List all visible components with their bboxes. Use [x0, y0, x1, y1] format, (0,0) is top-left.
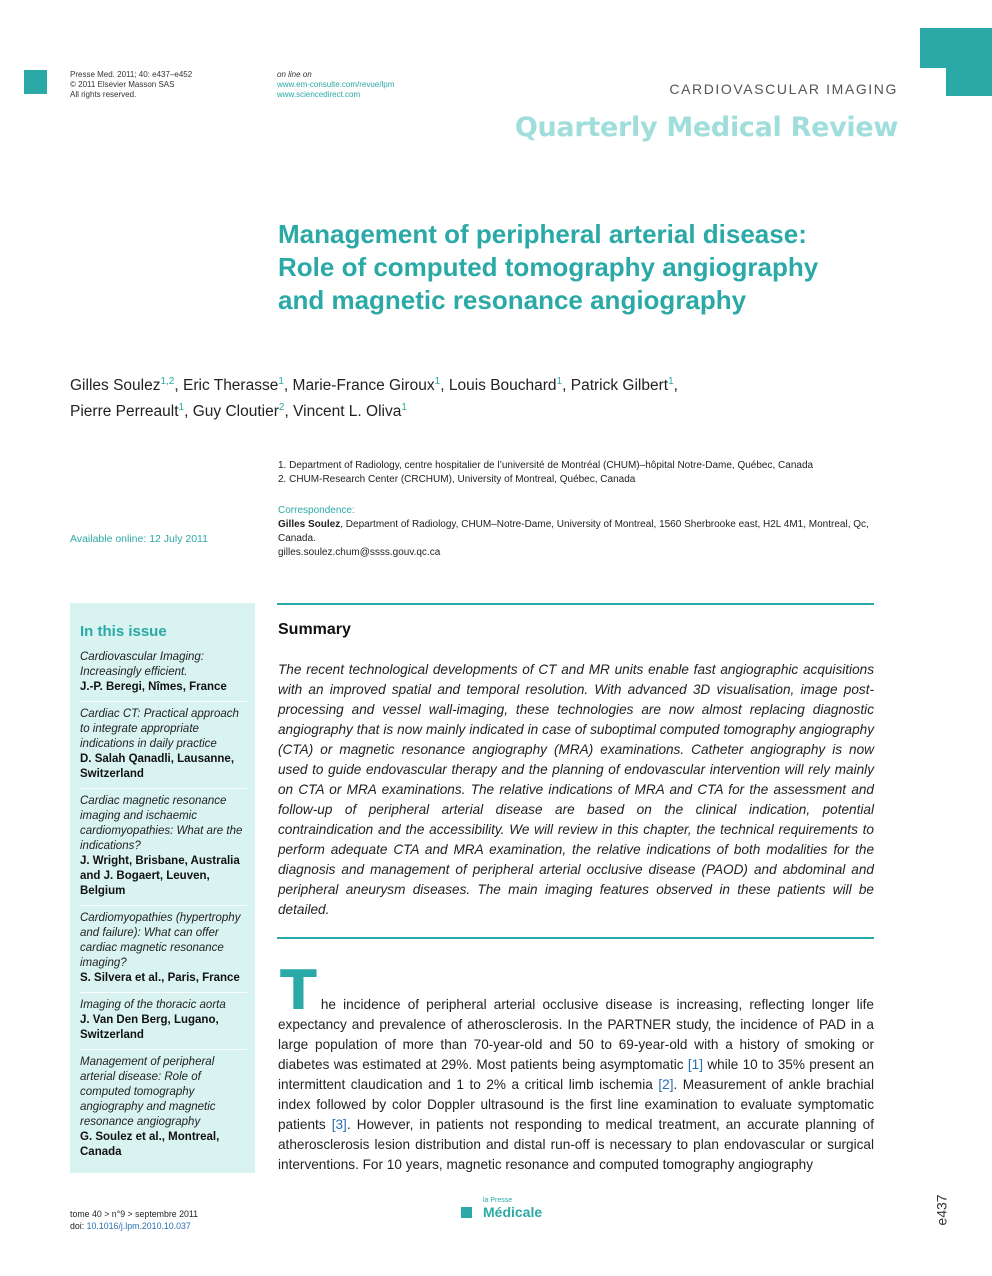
issue-title: Management of peripheral arterial disease: Role of computed tomography angiography and magnetic resonance angiography	[80, 1056, 216, 1128]
issue-authors: J.-P. Beregi, Nîmes, France	[80, 681, 227, 693]
affiliations	[278, 459, 878, 487]
logo-square-icon	[461, 1207, 472, 1218]
title-line: and magnetic resonance angiography	[278, 285, 747, 315]
available-online: Available online: 12 July 2011	[70, 533, 208, 545]
correspondence	[278, 504, 878, 560]
sciencedirect-link[interactable]: www.sciencedirect.com	[277, 90, 361, 99]
em-consulte-link[interactable]: www.em-consulte.com/revue/lpm	[277, 80, 395, 89]
reference-link[interactable]: [3]	[331, 1117, 347, 1132]
doi-link[interactable]: 10.1016/j.lpm.2010.10.037	[86, 1221, 191, 1231]
body-text-segment: he incidence of peripheral arterial occlusive disease is increasing, reflecting longer life expectancy and prevalence of atherosclerosis. In the PARTNER study, the incidence of PAD in a large population of more than 70-year-old and 50 to 69-year-old with a history of smoking or diabetes was estimated at 29%. Most patients being asymptomatic	[278, 997, 874, 1072]
online-links	[277, 70, 394, 100]
affiliation-item: 2. CHUM-Research Center (CRCHUM), University of Montreal, Québec, Canada	[278, 474, 636, 485]
issue-authors: S. Silvera et al., Paris, France	[80, 972, 240, 984]
citation-line: Presse Med. 2011; 40: e437–e452	[70, 70, 193, 79]
author-affiliation: 1,2	[160, 376, 175, 387]
issue-title: Imaging of the thoracic aorta	[80, 999, 226, 1011]
author-affiliation: 2	[278, 402, 285, 414]
author-affiliation: 1	[556, 376, 563, 387]
doi-label: doi:	[70, 1221, 87, 1231]
body-text-segment: . However, in patients not responding to medical treatment, an accurate planning of atherosclerosis lesion distribution and distal run-off is necessary to plan endovascular or surgical interventions. For 10 years, magnetic resonance and computed tomography angiography	[278, 1117, 874, 1172]
body-text-segment: while 10 to 35% present an intermittent claudication and 1 to 2% a critical limb ischemia	[278, 1057, 875, 1092]
doi-line	[70, 1220, 198, 1232]
corner-block-right	[946, 28, 992, 96]
publisher-logo	[461, 1197, 571, 1223]
body-paragraph	[278, 959, 875, 1175]
sidebar-heading: In this issue	[80, 623, 167, 640]
issue-title: Cardiac magnetic resonance imaging and ischaemic cardiomyopathies: What are the indications?	[80, 795, 243, 852]
body-text-segment: . Measurement of ankle brachial index followed by color Doppler ultrasound is the first line examination to evaluate symptomatic patients	[278, 1077, 874, 1132]
page-number: e437	[933, 1194, 950, 1226]
author-name: Gilles Soulez	[70, 377, 161, 395]
author-affiliation: 1	[278, 376, 284, 387]
issue-authors: D. Salah Qanadli, Lausanne, Switzerland	[80, 753, 235, 780]
logo-big-text: Médicale	[483, 1204, 543, 1220]
author-affiliation: 1	[178, 402, 185, 414]
author-name: Guy Cloutier	[192, 403, 279, 421]
issue-item[interactable]	[80, 1055, 247, 1166]
article-title	[278, 218, 888, 317]
author-name: Pierre Perreault	[70, 403, 179, 421]
issue-info: tome 40 > n°9 > septembre 2011	[70, 1209, 199, 1219]
correspondence-email[interactable]: gilles.soulez.chum@ssss.gouv.qc.ca	[278, 547, 441, 558]
reference-link[interactable]: [1]	[687, 1057, 703, 1072]
issue-title: Cardiomyopathies (hypertrophy and failure): What can offer cardiac magnetic resonance imaging?	[80, 912, 241, 969]
correspondence-heading: Correspondence:	[278, 505, 355, 516]
reference-link[interactable]: [2]	[658, 1077, 674, 1092]
issue-title: Cardiovascular Imaging: Increasingly efficient.	[80, 651, 205, 678]
author-name: Patrick Gilbert	[570, 377, 669, 395]
section-label: CARDIOVASCULAR IMAGING	[669, 81, 898, 97]
author-name: Vincent L. Oliva	[293, 403, 402, 421]
summary-text: The recent technological developments of CT and MR units enable fast angiographic acquisitions with an improved spatial and temporal resolution. With advanced 3D visualisation, image post-processing and vessel wall-imaging, these technologies are now almost replacing diagnostic angiography that is now mainly indicated in case of suboptimal computed tomography angiography (CTA) or magnetic resonance angiography (MRA) examinations. Catheter angiography is now used to guide endovascular therapy and the planning of endovascular intervention will rely mainly on CTA or MRA examinations. The relative indications of MRA and CTA for the assessment and follow-up of peripheral arterial disease are based on the clinical indication, potential contraindication and the accessibility. We will review in this chapter, the technical requirements to perform adequate CTA and MRA examination, the relative indications of both modalities for the diagnosis and management of peripheral arterial occlusive disease (PAOD) and abdominal and peripheral aneurysm diseases. The main imaging features observed in these patients will be detailed.	[278, 662, 874, 917]
issue-title: Cardiac CT: Practical approach to integrate appropriate indications in daily practice	[80, 708, 239, 750]
in-this-issue-sidebar	[70, 603, 255, 1173]
author-name: Eric Therasse	[183, 377, 279, 395]
issue-authors: G. Soulez et al., Montreal, Canada	[80, 1131, 220, 1158]
decorative-square	[24, 70, 47, 94]
issue-item[interactable]	[80, 650, 247, 702]
title-line: Role of computed tomography angiography	[278, 252, 819, 282]
correspondence-name: Gilles Soulez	[278, 519, 341, 530]
online-label: on line on	[277, 70, 312, 79]
issue-item[interactable]	[80, 794, 247, 906]
summary-heading: Summary	[278, 621, 351, 638]
issue-item[interactable]	[80, 911, 247, 993]
footer-citation	[70, 1208, 198, 1232]
divider-rule	[277, 603, 874, 605]
citation-meta	[70, 70, 192, 100]
copyright-line: © 2011 Elsevier Masson SAS	[70, 80, 175, 89]
author-affiliation: 1	[668, 376, 674, 387]
author-name: Marie-France Giroux	[292, 377, 435, 395]
divider-rule	[277, 937, 874, 939]
affiliation-item: 1. Department of Radiology, centre hospitalier de l’université de Montréal (CHUM)–hôpital Notre-Dame, Québec, Canada	[278, 460, 814, 471]
title-line: Management of peripheral arterial disease:	[278, 219, 807, 249]
issue-authors: J. Wright, Brisbane, Australia and J. Bogaert, Leuven, Belgium	[80, 855, 240, 897]
journal-title: Quarterly Medical Review	[514, 112, 898, 143]
author-list: Gilles Soulez$^{1,2}$, Eric Therasse$^1$, Marie-France Giroux$^1$, Louis Bouchard$^1$, Patrick Gilbert$^1$, Pierre Perreault$^1$, Guy Cloutier$^2$, Vincent L. Oliva$^1$	[70, 376, 678, 421]
correspondence-address-text: , Department of Radiology, CHUM–Notre-Dame, University of Montreal, 1560 Sherbrooke east, H2L 4M1, Montreal, Qc, Canada.	[278, 519, 869, 544]
author-affiliation: 1	[434, 376, 441, 387]
logo-small-text: la Presse	[483, 1197, 513, 1204]
rights-line: All rights reserved.	[70, 90, 137, 99]
issue-item[interactable]	[80, 998, 247, 1050]
issue-item[interactable]	[80, 707, 247, 789]
author-affiliation: 1	[401, 402, 407, 414]
issue-authors: J. Van Den Berg, Lugano, Switzerland	[80, 1014, 219, 1041]
correspondence-address	[278, 518, 878, 546]
author-name: Louis Bouchard	[448, 377, 557, 395]
drop-cap: T	[280, 959, 317, 1022]
